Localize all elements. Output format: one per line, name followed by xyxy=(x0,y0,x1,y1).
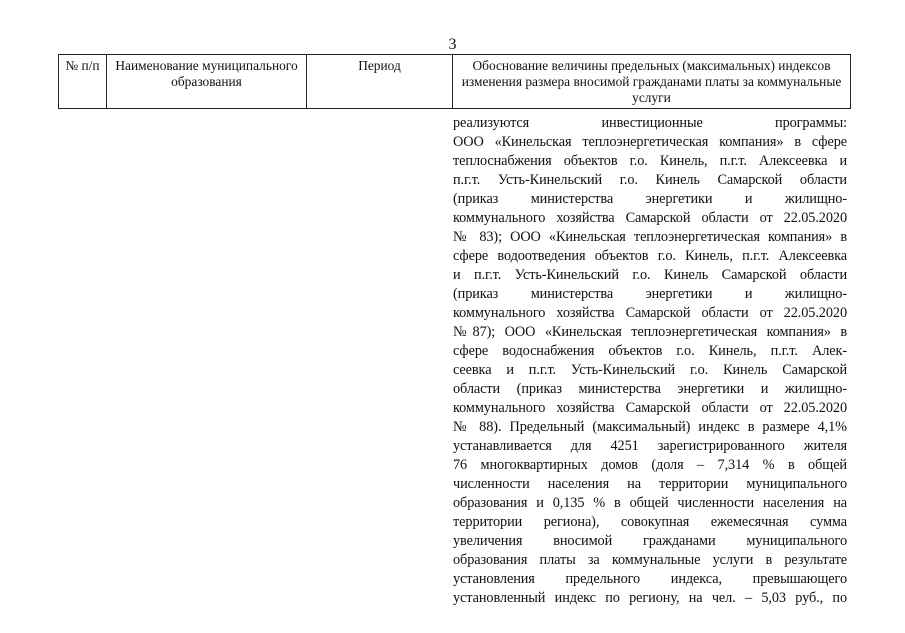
text-line: образования платы за коммунальные услуги в результате xyxy=(453,552,847,568)
header-row xyxy=(59,55,851,109)
header-table xyxy=(58,54,851,109)
text-line: и п.г.т. Усть-Кинельский г.о. Кинель Самарской области xyxy=(453,267,847,283)
text-line: реализуются инвестиционные программы: xyxy=(453,115,847,131)
text-line: п.г.т. Усть-Кинельский г.о. Кинель Самарской области xyxy=(453,172,847,188)
column-header-municipality: Наименование муниципального образования xyxy=(107,55,307,109)
text-line: устанавливается для 4251 зарегистрированного жителя xyxy=(453,438,847,454)
text-line: сфере водоснабжения объектов г.о. Кинель, п.г.т. Алек- xyxy=(453,343,847,359)
text-line: № 88). Предельный (максимальный) индекс в размере 4,1% xyxy=(453,419,847,435)
text-line: (приказ министерства энергетики и жилищно- xyxy=(453,286,847,302)
text-line: области (приказ министерства энергетики и жилищно- xyxy=(453,381,847,397)
text-line: №87); ООО «Кинельская теплоэнергетическая компания» в xyxy=(453,324,847,340)
text-line: теплоснабжения объектов г.о. Кинель, п.г.т. Алексеевка и xyxy=(453,153,847,169)
text-line: № 83); ООО «Кинельская теплоэнергетическая компания» в xyxy=(453,229,847,245)
text-line: (приказ министерства энергетики и жилищно- xyxy=(453,191,847,207)
text-line: ООО «Кинельская теплоэнергетическая компания» в сфере xyxy=(453,134,847,150)
text-line: установления предельного индекса, превышающего xyxy=(453,571,847,587)
text-line: коммунального хозяйства Самарской области от 22.05.2020 xyxy=(453,400,847,416)
column-header-justification: Обоснование величины предельных (максимальных) индексов изменения размера вносимой гражданами платы за коммунальные услуги xyxy=(453,55,851,109)
text-line: коммунального хозяйства Самарской области от 22.05.2020 xyxy=(453,305,847,321)
page-number: 3 xyxy=(448,36,457,53)
justification-text xyxy=(453,114,847,608)
column-header-number: № п/п xyxy=(59,55,107,109)
text-line: сеевка и п.г.т. Усть-Кинельский г.о. Кинель Самарской xyxy=(453,362,847,378)
text-line: численности населения на территории муниципального xyxy=(453,476,847,492)
text-line: 76 многоквартирных домов (доля – 7,314 % в общей xyxy=(453,457,847,473)
text-line: увеличения вносимой гражданами муниципального xyxy=(453,533,847,549)
text-line: коммунального хозяйства Самарской области от 22.05.2020 xyxy=(453,210,847,226)
text-line: сфере водоотведения объектов г.о. Кинель, п.г.т. Алексеевка xyxy=(453,248,847,264)
column-header-period: Период xyxy=(307,55,453,109)
text-line: образования и 0,135 % в общей численности населения на xyxy=(453,495,847,511)
text-line: территории региона), совокупная ежемесячная сумма xyxy=(453,514,847,530)
text-line: установленный индекс по региону, на чел. – 5,03 руб., по xyxy=(453,590,847,606)
